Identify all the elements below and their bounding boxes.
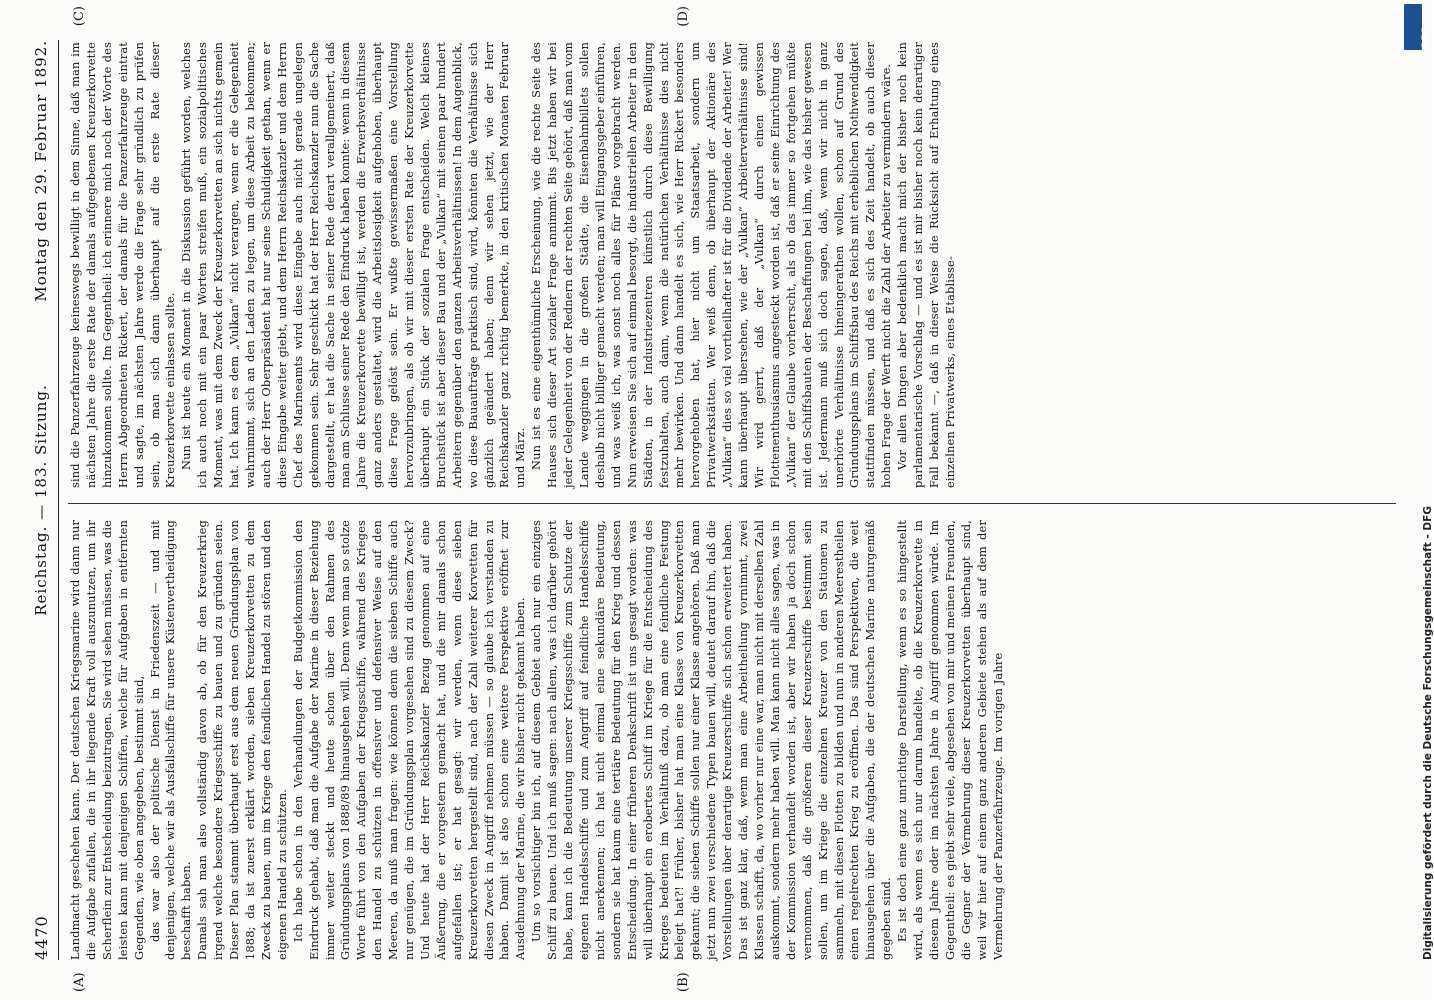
left-column	[68, 520, 1006, 960]
session-date: Montag den 29. Februar 1892.	[32, 40, 50, 302]
page-number: 4470	[32, 915, 51, 960]
paragraph: Nun ist es eine eigenthümliche Erscheinung, wie die rechte Seite des Hauses sich dieser Art sozialer Frage annimmt. Bis jetzt haben wir bei jeder Gelegenheit von der Rednern der rechten Seite gehört, daß man vom Lande weggingen in die großen Städte, die Eisenbahnbillets sollen deshalb nicht billiger gemacht werden; man will Eingangsgeber einführen, und was weiß ich, was sonst noch alles für Pläne vorgebracht werden. Nun erweisen Sie sich auf einmal besorgt, die industriellen Arbeiter in den Städten, in der Industriezentren künstlich durch diese Bewilligung festzuhalten, auch dann, wenn die natürlichen Verhältnisse dies nicht mehr bewirken. Und dann handelt es sich, wie Herr Rickert besonders hervorgehoben hat, hier nicht um Staatsarbeit, sondern um Privatwerkstätten. Wer weiß denn, ob überhaupt der Aktionäre des „Vulkan“ dies so viel vortheilhafter ist für die Dividende der Arbeiter! Wer kann überhaupt übersehen, wie der „Vulkan“ Arbeiterverhältnisse sind! Wir wird geirrt, daß der „Vulkan“ durch einen gewissen Flottenenthusiasmus angesteckt worden ist, daß er seine Einrichtung des „Vulkan“ der Glaube vorherrscht, als ob das immer so fortgehen müßte mit den Schiffsbauten der Beschaffungen bei ihm, wie das bisher gewesen ist. Jedermann muß sich doch sagen, daß, wenn wir nicht in ganz unerhörte Verhältnisse hineingerathen wollen, schon auf Grund des Gründungsplans im Schiffsbau des Reichs mit erheblichen Nothwendigkeit stattfinden müssen, und daß es sich des Zeit handelt, ob auch dieser hohen Frage der Werft nicht die Zahl der Arbeiter zu vermindern wäre.	[529, 42, 894, 488]
page-content	[16, 0, 1416, 1000]
column-marker-b: (B)	[676, 972, 691, 992]
column-marker-a: (A)	[72, 972, 87, 992]
paragraph: sind die Panzerfahrzeuge keineswegs bewilligt in dem Sinne, daß man im nächsten Jahre die erste Rate der damals aufgegebenen Kreuzerkorvette hinzukommen sollte. Im Gegentheil: ich erinnere mich noch der Worte des Herrn Abgeordneten Rickert, der damals für die Panzerfahrzeuge eintrat und sagte, im nächsten Jahre werde die Frage sehr gründlich zu prüfen sein, ob man sich dann überhaupt auf die erste Rate dieser Kreuzerkorvette einlassen sollte.	[68, 42, 178, 488]
paragraph: Vor allen Dingen aber bedenklich macht mich der bisher noch kein parlamentarische Vorschlag — und es ist mir bisher noch kein derartiger Fall bekannt —, daß in dieser Weise die Rücksicht auf Erhaltung eines einzelnen Privatwerks, eines Etablisse-	[895, 42, 957, 488]
rotated-page	[16, 0, 1416, 1000]
paragraph: Landmacht geschehen kann. Der deutschen Kriegsmarine wird dann nur die Aufgabe zufallen, die in ihr liegende Kraft voll auszunutzen, um ihr Scherflein zur Entscheidung beizutragen. Sie wird sehen müssen, was die leisten kann mit denjenigen Schiffen, welche für Aufgaben in entfernten Gegenden, wie oben angegeben, bestimmt sind,	[68, 520, 146, 960]
digitization-credit: Digitalisierung gefördert durch die Deutsche Forschungsgemeinschaft - DFG	[1422, 506, 1434, 960]
paragraph: Um so vorsichtiger bin ich, auf diesem Gebiet auch nur ein einziges Schiff zu bauen. Und ich muß sagen: nach allem, was ich darüber gehört habe, kann ich die Bedeutung unserer Kriegsschiffe zum Schutze der eigenen Handelsschiffe und zum Angriff auf feindliche Handelsschiffe nicht anerkennen; ich hat nicht einmal eine sekundäre Bedeutung, sondern sie hat kaum eine tertiäre Bedeutung für den Krieg und dessen Entscheidung. In einer früheren Denkschrift ist uns gesagt worden: was will überhaupt ein erobertes Schiff im Kriege für die Entscheidung des Krieges bedeuten im Verhältniß dazu, ob man eine feindliche Festung belegt hat?! Früher, bisher hat man eine Klasse von Kreuzerkorvetten gekannt; die sieben Schiffe sollen nur einer Klasse angehören. Daß man jetzt nun zwei verschiedene Typen bauen will, deutet darauf hin, daß die Vorstellungen über derartige Kreuzerschiffe sich schon erweitert haben. Das ist ganz klar, daß, wenn man eine Arbeitheilung vornimmt, zwei Klassen schafft, da, wo vorher nur eine war, man nicht mit derselben Zahl auskommt, sondern mehr haben will. Man kann nicht alles sagen, was in der Kommission verhandelt worden ist, aber wir haben ja doch schon vernommen, daß die größeren dieser Kreuzerschiffe bestimmt sein sollen, um im Kriege die einzelnen Kreuzer von den Stationen zu sammeln, mit diesen Flotten zu bilden und nun in anderen Meerestheilen einen regelrechten Krieg zu eröffnen. Das sind Perspektiven, die weit hinausgehen über die Aufgaben, die der deutschen Marine naturgemäß gegeben sind.	[529, 520, 894, 960]
paragraph: Nun ist heute ein Moment in die Diskussion geführt worden, welches ich auch noch mit ein paar Worten streifen muß, ein sozialpolitisches Moment, was mit dem Zweck der Kreuzerkorvetten an sich nichts gemein hat. Ich kann es dem „Vulkan“ nicht verargen, wenn er die Gelegenheit wahrnimmt, sich an den Laden zu legen, um diese Arbeit zu bekommen; auch der Herr Oberpräsident hat nur seine Schuldigkeit gethan, wenn er diese Eingabe weiter giebt, und dem Herrn Reichskanzler und dem Herrn Chef des Marineamts wird diese Eingabe auch nicht gerade ungelegen gekommen sein. Sehr geschickt hat der Herr Reichskanzler nun die Sache dargestellt, er hat die Sache in seiner Rede derart verallgemeinert, daß man am Schlusse seiner Rede den Eindruck haben konnte: wenn in diesem Jahre die Kreuzerkorvette bewilligt ist, werden die Erwerbsverhältnisse ganz anders gestaltet, wird die Arbeitslosigkeit aufgehoben, überhaupt diese Frage gelöst sein. Er wußte gewissermaßen eine Vorstellung hervorzubringen, als ob wir mit dieser ersten Rate der Kreuzerkorvette überhaupt ein Stück der sozialen Frage entscheiden. Welch kleines Bruchstück ist aber dieser Bau und der „Vulkan“ mit seinen paar hundert Arbeitern gegenüber den ganzen Arbeitsverhältnissen! In dem Augenblick, wo diese Bauaufträge praktisch sind, wird, könnten die Verhältnisse sich gänzlich geändert haben; denn wir sehen jetzt, wie der Herr Reichskanzler ganz richtig bemerkte, in den kritischen Monaten Februar und März.	[179, 42, 528, 488]
paragraph: Damals sah man also vollständig davon ab, ob für den Kreuzerkrieg irgend welche besondere Kriegsschiffe zu bauen und zu gründen seien. Dieser Plan stammt überhaupt erst aus dem neuen Gründungsplan von 1888; da ist zuerst erklärt worden, sieben Kreuzerkorvetten zu dem Zweck zu bauen, um im Kriege den feindlichen Handel zu stören und den eigenen Handel zu schützen.	[195, 520, 289, 960]
column-marker-d: (D)	[676, 6, 691, 27]
paragraph: Ich habe schon in den Verhandlungen der Budgetkommission den Eindruck gehabt, daß man die Aufgabe der Marine in dieser Beziehung immer weiter steckt und heute schon über den Rahmen des Gründungsplans von 1888/89 hinausgehen will. Denn wenn man so stolze Worte führt von den Aufgaben der Kriegsschiffe, während des Krieges den Handel zu schützen in offensiver und defensiver Weise auf den Meeren, da muß man fragen: wie können denn die sieben Schiffe auch nur genügen, die im Gründungsplan vorgesehen sind zu diesem Zweck? Und heute hat der Herr Reichskanzler Bezug genommen auf eine Äußerung, die er vorgestern gemacht hat, und die mir damals schon aufgefallen ist; er hat gesagt: wir werden, wenn diese sieben Kreuzerkorvetten hergestellt sind, nach der Zahl weiterer Korvetten für diesen Zweck in Angriff nehmen müssen — so glaube ich verstanden zu haben. Damit ist also schon eine weitere Perspektive eröffnet zur Ausdehnung der Marine, die wir bisher nicht gekannt haben.	[290, 520, 528, 960]
right-column	[68, 42, 959, 488]
digitization-note	[1404, 0, 1434, 1000]
session-title: Reichstag. — 183. Sitzung.	[32, 384, 50, 616]
dfg-logo-text: DFG	[1421, 26, 1431, 48]
column-divider	[68, 503, 1396, 504]
page-header	[24, 40, 59, 960]
paragraph: Es ist doch eine ganz unrichtige Darstellung, wenn es so hingestellt wird, als wenn es sich nur darum handelte, ob die Kreuzerkorvette in diesem Jahre oder im nächsten Jahre in Angriff genommen würde. Im Gegentheil: es giebt sehr viele, abgesehen von mir und meinen Freunden, die Gegner der Vermehrung dieser Kreuzerkorvetten überhaupt sind, weil wir hier auf einem ganz anderen Gebiete stehen als auf dem der Vermehrung der Panzerfahrzeuge. Im vorigen Jahre	[895, 520, 1005, 960]
paragraph: das war also der politische Dienst in Friedenszeit — und mit denjenigen, welche wir als Ausfallschiffe für unsere Küstenvertheidigung beschafft haben.	[147, 520, 194, 960]
column-marker-c: (C)	[72, 6, 87, 27]
dfg-logo	[1404, 4, 1431, 50]
